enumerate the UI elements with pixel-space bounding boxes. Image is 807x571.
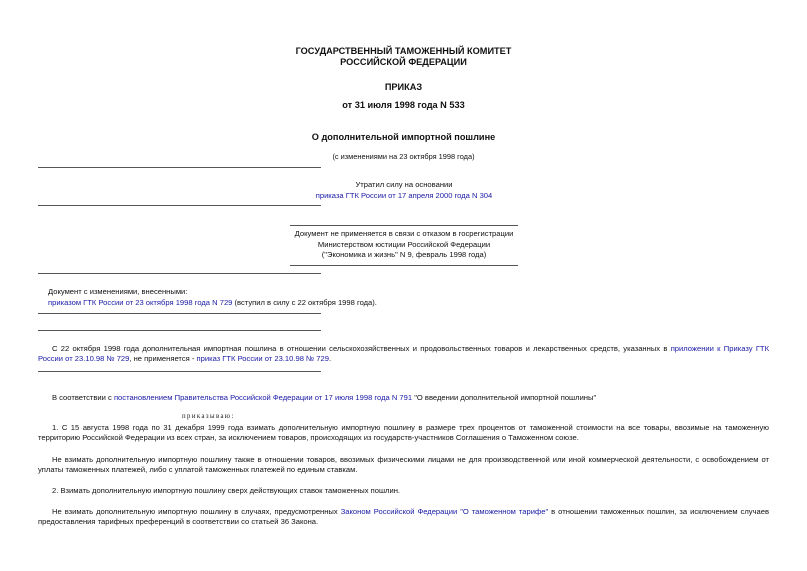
- note-link-order[interactable]: приказ ГТК России от 23.10.98 № 729: [196, 354, 329, 364]
- orders-word: приказываю:: [182, 413, 235, 420]
- invalid-notice: [290, 180, 518, 201]
- amendments-link[interactable]: приказом ГТК России от 23 октября 1998 года N 729: [48, 297, 233, 307]
- divider: [38, 313, 321, 314]
- item-2-paragraph: 2. Взимать дополнительную импортную пошлину сверх действующих ставок таможенных пошлин.: [52, 486, 401, 495]
- amendments-line: [48, 298, 748, 309]
- basis-text-1: В соответствии с: [52, 393, 114, 402]
- registration-line-3: ("Экономика и жизнь" N 9, февраль 1998 года): [321, 250, 487, 260]
- organization-line-1: ГОСУДАРСТВЕННЫЙ ТАМОЖЕННЫЙ КОМИТЕТ: [295, 46, 512, 56]
- document-title: О дополнительной импортной пошлине: [311, 132, 496, 142]
- note-text-3: .: [328, 354, 332, 364]
- changes-note: (с изменениями на 23 октября 1998 года): [332, 152, 475, 161]
- divider: [38, 330, 321, 331]
- item-2-exemption-text-2: в отношении таможенных пошлин, за исключением случаев предоставления тарифных преференций в соответствии со статьей 36 Закона.: [38, 507, 769, 527]
- divider: [290, 265, 518, 266]
- item-1-exemption-paragraph: Не взимать дополнительную импортную пошлину также в отношении товаров, ввозимых физическими лицами не для производственной или иной коммерческой деятельности, с освобождением от уплаты таможенных платежей, либо с уплатой таможенных платежей по единым ставкам.: [38, 455, 769, 475]
- basis-paragraph: [52, 393, 769, 402]
- registration-notice: [290, 229, 518, 261]
- invalid-notice-text: Утратил силу на основании: [355, 180, 453, 189]
- amendments-tail: (вступил в силу с 22 октября 1998 года).: [232, 297, 377, 307]
- item-1-paragraph: 1. С 15 августа 1998 года по 31 декабря 1999 года взимать дополнительную импортную пошлину в размере трех процентов от таможенной стоимости на все товары, ввозимые на таможенную территорию Российской Федерации из всех стран, за исключением товаров, происходящих из государств-участников Соглашения о Таможенном союзе.: [38, 423, 769, 443]
- note-paragraph: [38, 344, 769, 365]
- document-date: от 31 июля 1998 года N 533: [342, 100, 465, 110]
- divider: [38, 167, 321, 168]
- registration-line-1: Документ не применяется в связи с отказом в госрегистрации: [294, 229, 514, 238]
- document-type: ПРИКАЗ: [384, 82, 423, 92]
- note-text-2: , не применяется -: [129, 354, 197, 364]
- item-2-exemption-text-1: Не взимать дополнительную импортную пошлину в случаях, предусмотренных: [52, 507, 341, 516]
- divider: [38, 205, 321, 206]
- invalid-notice-link[interactable]: приказа ГТК России от 17 апреля 2000 года N 304: [315, 190, 493, 200]
- amendments-intro: Документ с изменениями, внесенными:: [48, 287, 188, 296]
- divider: [38, 371, 321, 372]
- organization-name: [0, 46, 807, 68]
- customs-tariff-law-link[interactable]: Законом Российской Федерации "О таможенном тарифе": [340, 507, 549, 516]
- organization-line-2: РОССИЙСКОЙ ФЕДЕРАЦИИ: [340, 57, 467, 67]
- basis-link[interactable]: постановлением Правительства Российской Федерации от 17 июля 1998 года N 791: [113, 393, 413, 402]
- amendments-block: [48, 287, 748, 308]
- item-2-exemption-paragraph: [38, 507, 769, 528]
- note-link-appendix[interactable]: приложении к Приказу ГТК России от 23.10.98 № 729: [38, 344, 769, 364]
- basis-text-2: "О введении дополнительной импортной пошлины": [412, 393, 597, 402]
- registration-line-2: Министерством юстиции Российской Федерации: [317, 239, 491, 249]
- divider: [38, 273, 321, 274]
- note-text-1: С 22 октября 1998 года дополнительная импортная пошлина в отношении сельскохозяйственных и продовольственных товаров и лекарственных средств, указанных в: [52, 344, 671, 353]
- divider: [290, 225, 518, 226]
